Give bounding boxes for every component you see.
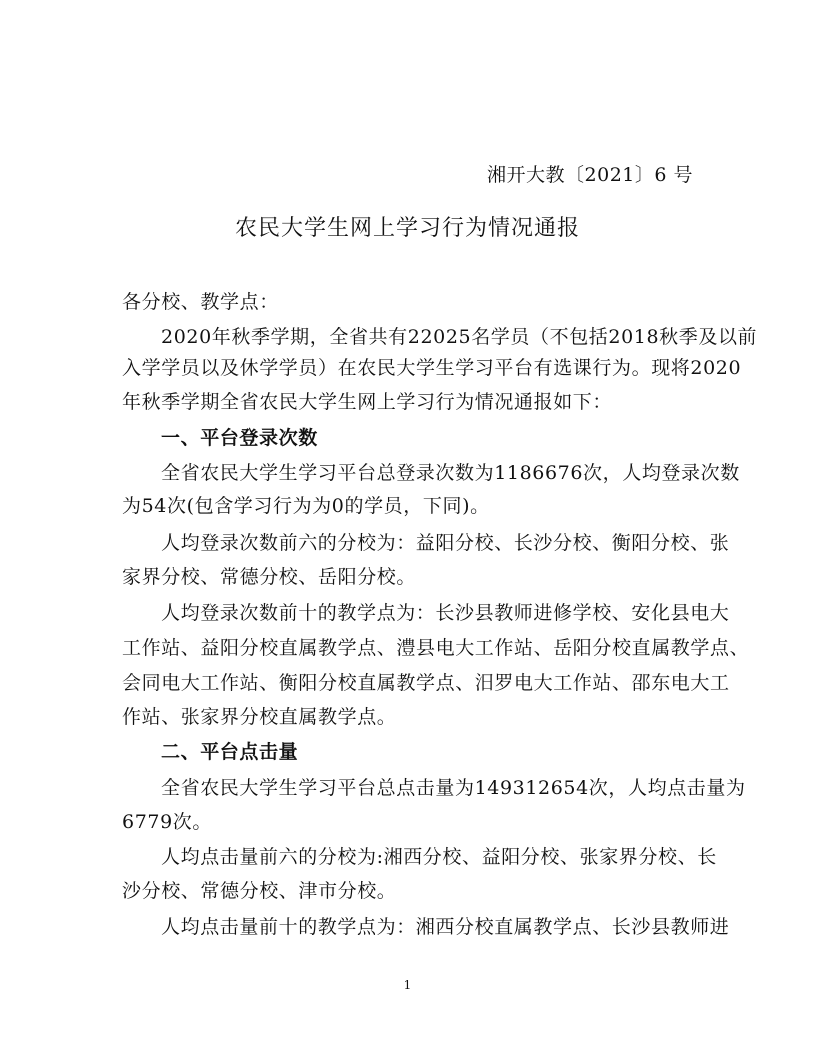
intro-line-2: 入学学员以及休学学员）在农民大学生学习平台有选课行为。现将2020 — [122, 357, 742, 379]
section1-p1-line-1: 全省农民大学生学习平台总登录次数为1186676次，人均登录次数 — [161, 462, 740, 484]
section2-p3-line-1: 人均点击量前十的教学点为：湘西分校直属教学点、长沙县教师进 — [161, 916, 730, 938]
section1-p3-line-2: 工作站、益阳分校直属教学点、澧县电大工作站、岳阳分校直属教学点、 — [122, 637, 750, 659]
intro-line-3: 年秋季学期全省农民大学生网上学习行为情况通报如下： — [122, 391, 613, 413]
section2-heading: 二、平台点击量 — [161, 741, 299, 763]
section1-p1-line-2: 为54次(包含学习行为为0的学员，下同)。 — [122, 495, 490, 517]
section1-p3-line-1: 人均登录次数前十的教学点为：长沙县教师进修学校、安化县电大 — [161, 602, 730, 624]
section2-p1-line-2: 6779次。 — [122, 811, 212, 833]
section2-p2-line-1: 人均点击量前六的分校为:湘西分校、益阳分校、张家界分校、长 — [161, 846, 717, 868]
section1-p2-line-2: 家界分校、常德分校、岳阳分校。 — [122, 566, 417, 588]
section1-p3-line-3: 会同电大工作站、衡阳分校直属教学点、汨罗电大工作站、邵东电大工 — [122, 672, 730, 694]
salutation: 各分校、教学点： — [122, 291, 279, 313]
intro-line-1: 2020年秋季学期，全省共有22025名学员（不包括2018秋季及以前 — [161, 326, 758, 348]
section1-p2-line-1: 人均登录次数前六的分校为：益阳分校、长沙分校、衡阳分校、张 — [161, 532, 730, 554]
section2-p1-line-1: 全省农民大学生学习平台总点击量为149312654次，人均点击量为 — [161, 777, 746, 799]
section1-p3-line-4: 作站、张家界分校直属教学点。 — [122, 706, 397, 728]
page-number: 1 — [403, 978, 412, 992]
document-number: 湘开大教〔2021〕6 号 — [487, 164, 693, 186]
section2-p2-line-2: 沙分校、常德分校、津市分校。 — [122, 880, 397, 902]
document-title: 农民大学生网上学习行为情况通报 — [234, 216, 580, 241]
section1-heading: 一、平台登录次数 — [161, 427, 318, 449]
